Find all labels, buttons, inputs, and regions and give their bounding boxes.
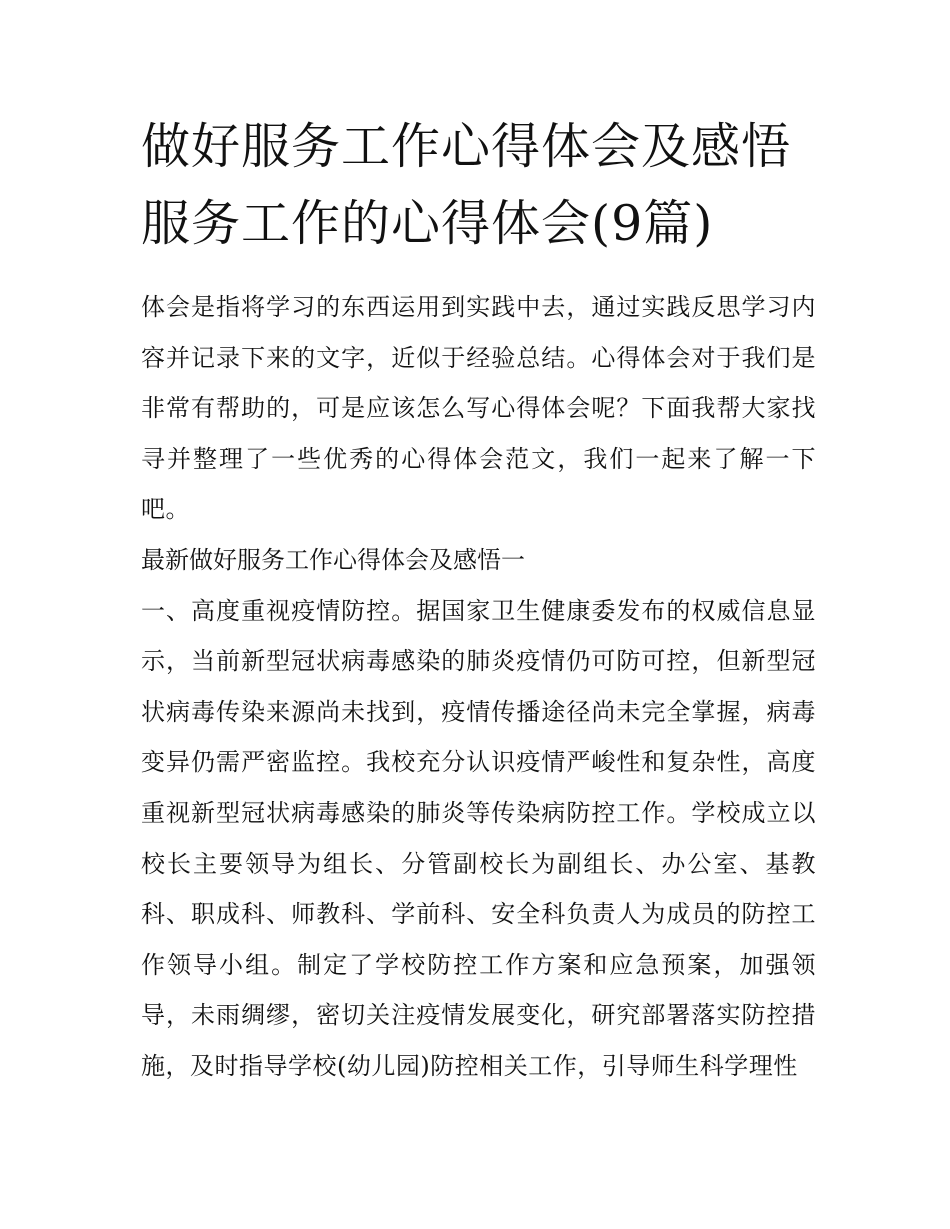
section-heading: 最新做好服务工作心得体会及感悟一 bbox=[141, 545, 525, 574]
intro-paragraph: 体会是指将学习的东西运用到实践中去，通过实践反思学习内容并记录下来的文字，近似于经验总结。心得体会对于我们是非常有帮助的，可是应该怎么写心得体会呢？下面我帮大家找寻并整理了一些优秀的心得体会范文，我们一起来了解一下吧。 bbox=[141, 293, 816, 524]
document-content bbox=[141, 108, 816, 1092]
document-title: 做好服务工作心得体会及感悟服务工作的心得体会(9篇) bbox=[141, 118, 792, 252]
body-paragraph: 一、高度重视疫情防控。据国家卫生健康委发布的权威信息显示，当前新型冠状病毒感染的肺炎疫情仍可防可控，但新型冠状病毒传染来源尚未找到，疫情传播途径尚未完全掌握，病毒变异仍需严密监控。我校充分认识疫情严峻性和复杂性，高度重视新型冠状病毒感染的肺炎等传染病防控工作。学校成立以校长主要领导为组长、分管副校长为副组长、办公室、基教科、职成科、师教科、学前科、安全科负责人为成员的防控工作领导小组。制定了学校防控工作方案和应急预案，加强领导，未雨绸缪，密切关注疫情发展变化，研究部署落实防控措施，及时指导学校(幼儿园)防控相关工作，引导师生科学理性 bbox=[141, 596, 816, 1080]
